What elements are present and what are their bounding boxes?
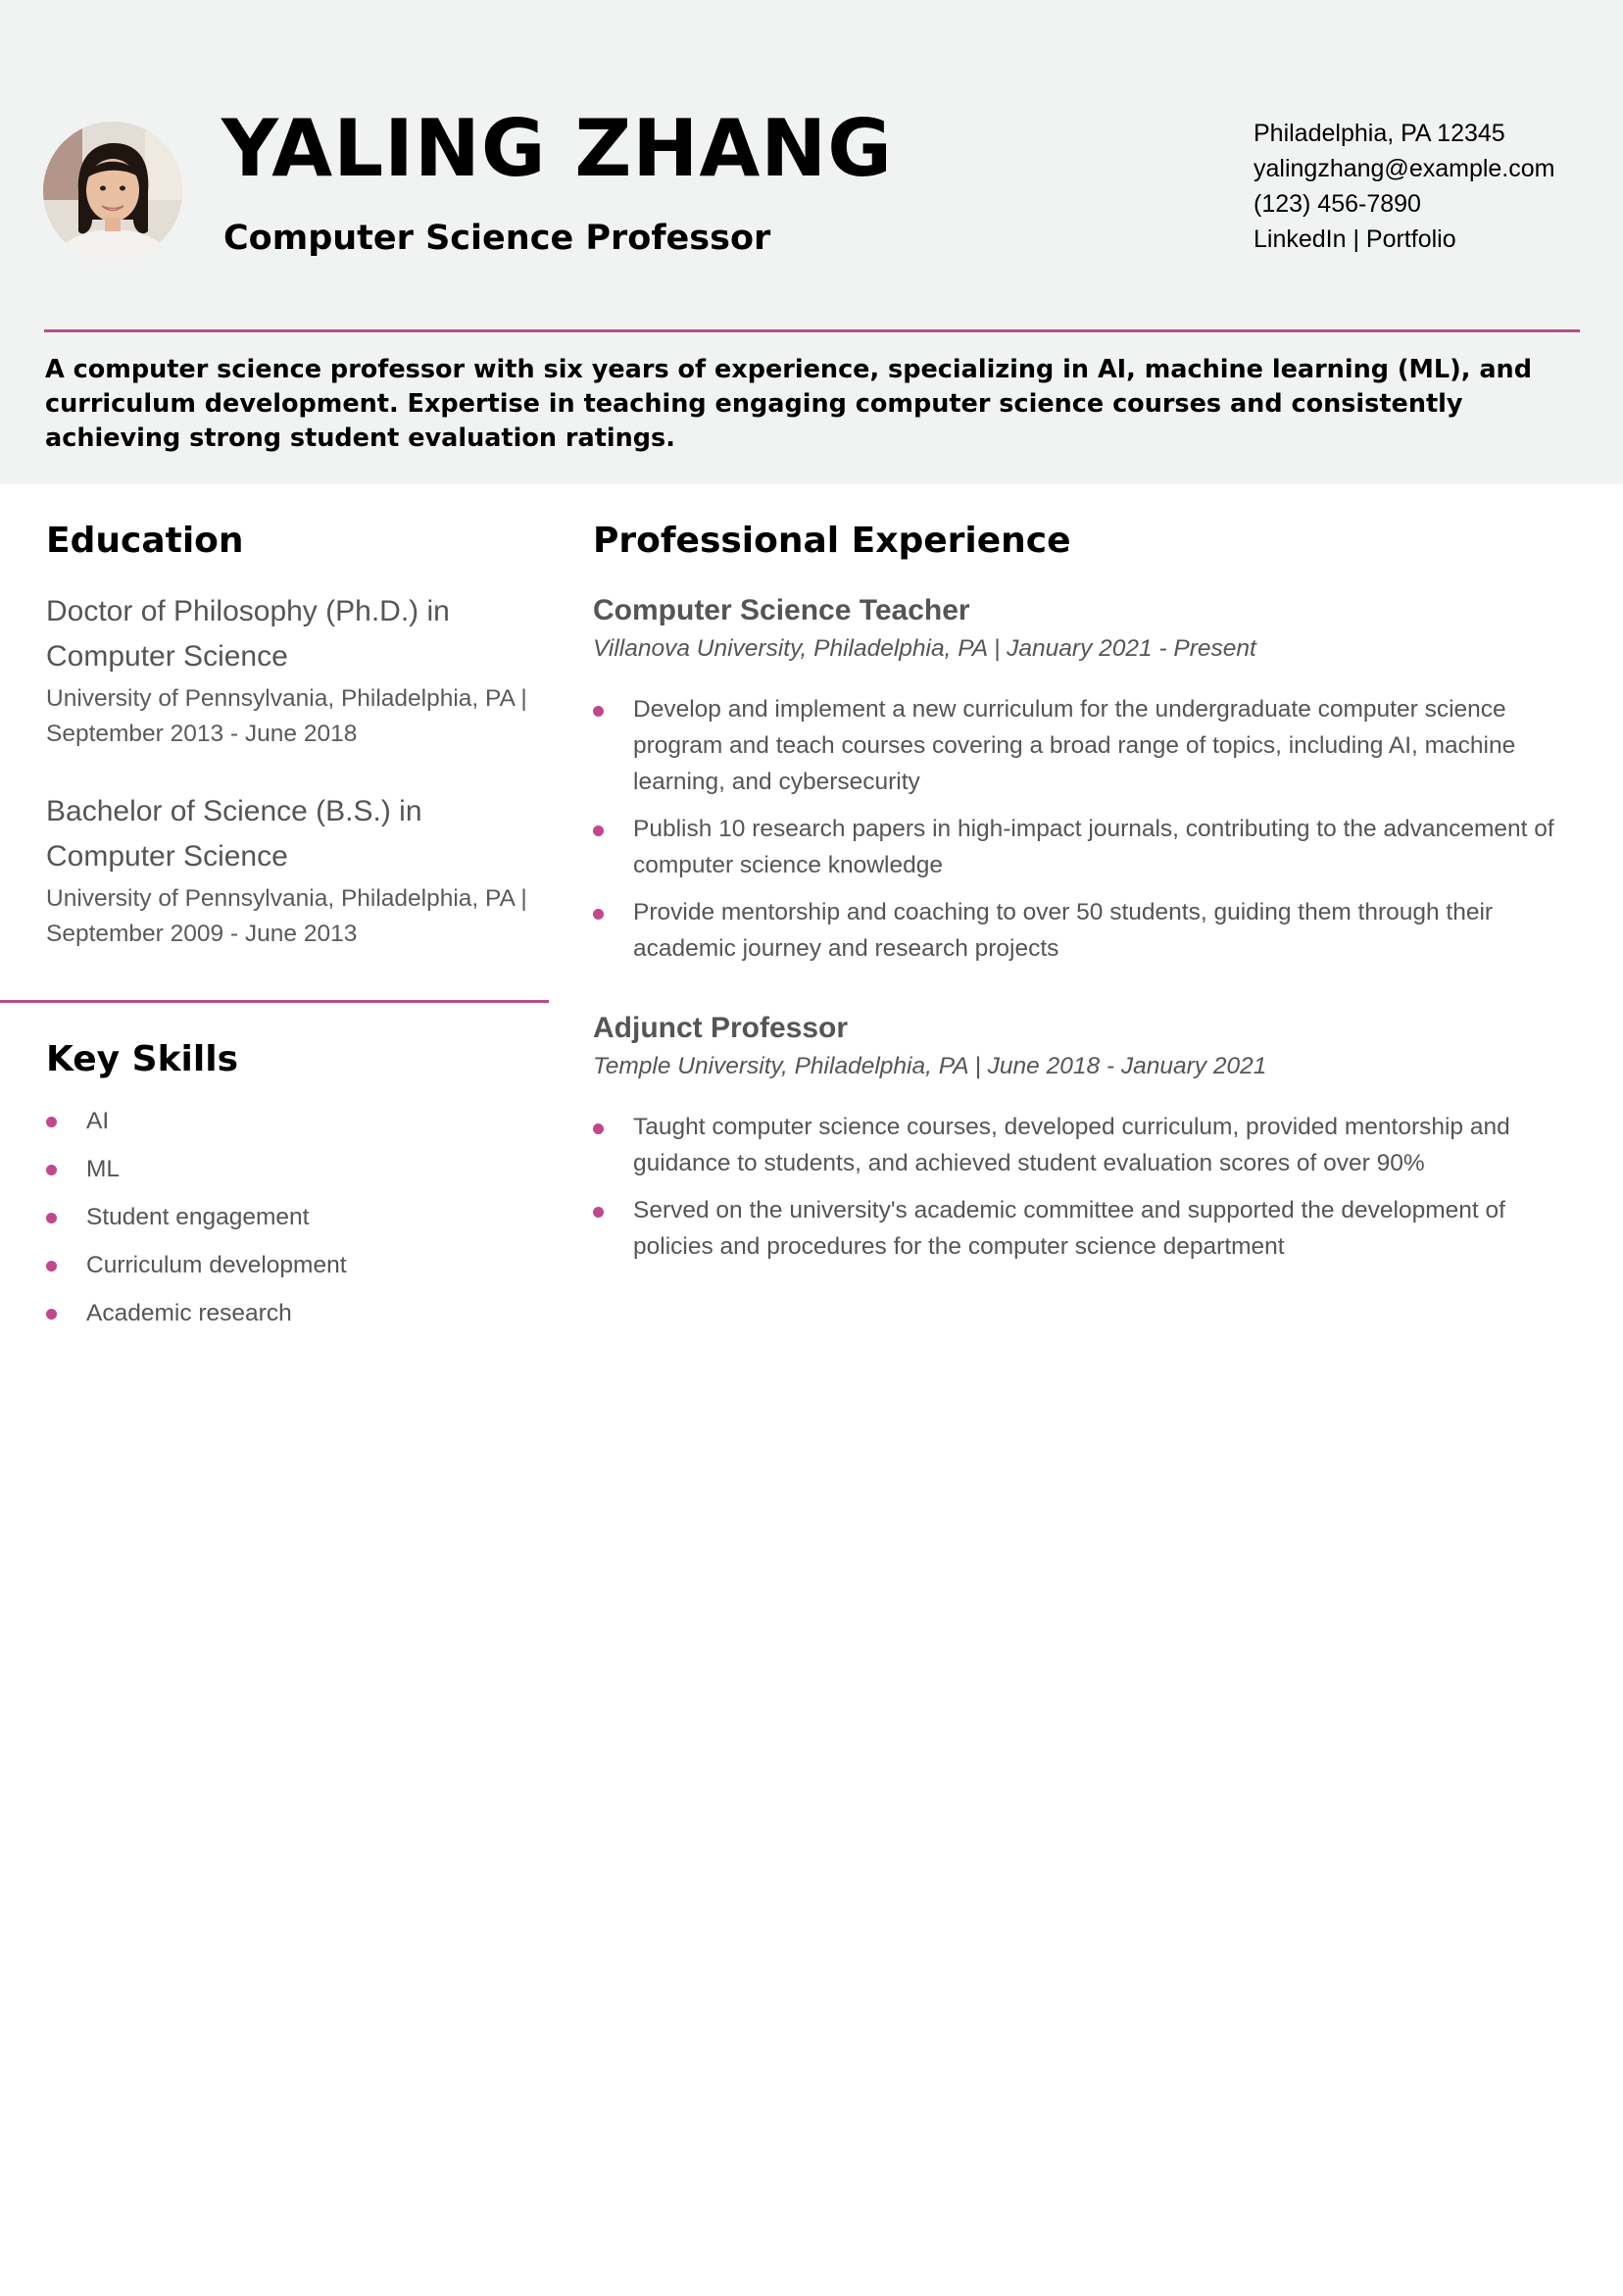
bullet-dot-icon [46,1213,57,1223]
skill-label: Curriculum development [86,1252,347,1278]
education-item [46,589,556,752]
profile-photo [43,122,182,261]
list-item [593,1192,1583,1265]
bullet-text: Publish 10 research papers in high-impact journals, contributing to the advancement of computer science knowledge [633,816,1554,878]
job-bullets [593,1109,1583,1265]
list-item [593,1109,1583,1181]
bullet-dot-icon [593,909,604,920]
job-role: Adjunct Professor [593,1012,849,1044]
contact-links[interactable]: LinkedIn | Portfolio [1254,225,1456,253]
skill-label: ML [86,1156,121,1182]
header-divider [44,329,1580,332]
list-item [46,1097,347,1145]
bullet-dot-icon [46,1309,57,1320]
skill-label: AI [86,1108,110,1134]
contact-info [1254,116,1554,257]
skills-list [46,1097,347,1337]
bullet-dot-icon [46,1261,57,1272]
education-degree: Doctor of Philosophy (Ph.D.) in Computer Science [46,595,450,673]
education-details: University of Pennsylvania, Philadelphia, PA | September 2009 - June 2013 [46,885,527,947]
bullet-dot-icon [593,706,604,717]
header-band [0,0,1623,484]
skill-label: Academic research [86,1300,292,1326]
education-item [46,789,556,952]
education-heading: Education [46,521,244,561]
contact-phone: (123) 456-7890 [1254,190,1421,218]
professional-summary: A computer science professor with six years of experience, specializing in AI, machine learning (ML), and curriculum development. Expertise in teaching engaging computer science courses and consistently achieving strong student evaluation ratings. [45,355,1532,453]
education-details: University of Pennsylvania, Philadelphia, PA | September 2013 - June 2018 [46,685,527,747]
job-meta: Temple University, Philadelphia, PA | June 2018 - January 2021 [593,1053,1267,1079]
job-meta: Villanova University, Philadelphia, PA | January 2021 - Present [593,635,1256,662]
bullet-dot-icon [593,825,604,836]
list-item [46,1193,347,1241]
experience-item [593,1009,1583,1275]
contact-location: Philadelphia, PA 12345 [1254,120,1505,147]
list-item [46,1145,347,1193]
bullet-dot-icon [46,1165,57,1175]
list-item [593,894,1583,967]
skill-label: Student engagement [86,1204,310,1230]
section-divider [0,1000,549,1003]
experience-item [593,591,1583,977]
bullet-text: Served on the university's academic committee and supported the development of policies and procedures for the computer science department [633,1197,1505,1260]
candidate-title: Computer Science Professor [223,219,771,258]
list-item [46,1289,347,1337]
education-degree: Bachelor of Science (B.S.) in Computer Science [46,795,422,873]
bullet-dot-icon [46,1117,57,1127]
list-item [593,811,1583,883]
profile-photo-icon [43,122,182,261]
list-item [46,1241,347,1289]
bullet-text: Develop and implement a new curriculum for the undergraduate computer science program and teach courses covering a broad range of topics, including AI, machine learning, and cybersecurity [633,696,1516,795]
bullet-text: Provide mentorship and coaching to over 50 students, guiding them through their academic journey and research projects [633,899,1494,962]
job-bullets [593,691,1583,967]
skills-heading: Key Skills [46,1039,238,1079]
job-role: Computer Science Teacher [593,594,970,626]
experience-heading: Professional Experience [593,521,1071,561]
list-item [593,691,1583,800]
bullet-dot-icon [593,1207,604,1218]
bullet-dot-icon [593,1123,604,1134]
contact-email[interactable]: yalingzhang@example.com [1254,155,1555,182]
candidate-name: YALING ZHANG [221,103,893,194]
bullet-text: Taught computer science courses, developed curriculum, provided mentorship and guidance to students, and achieved student evaluation scores of over 90% [633,1114,1510,1176]
